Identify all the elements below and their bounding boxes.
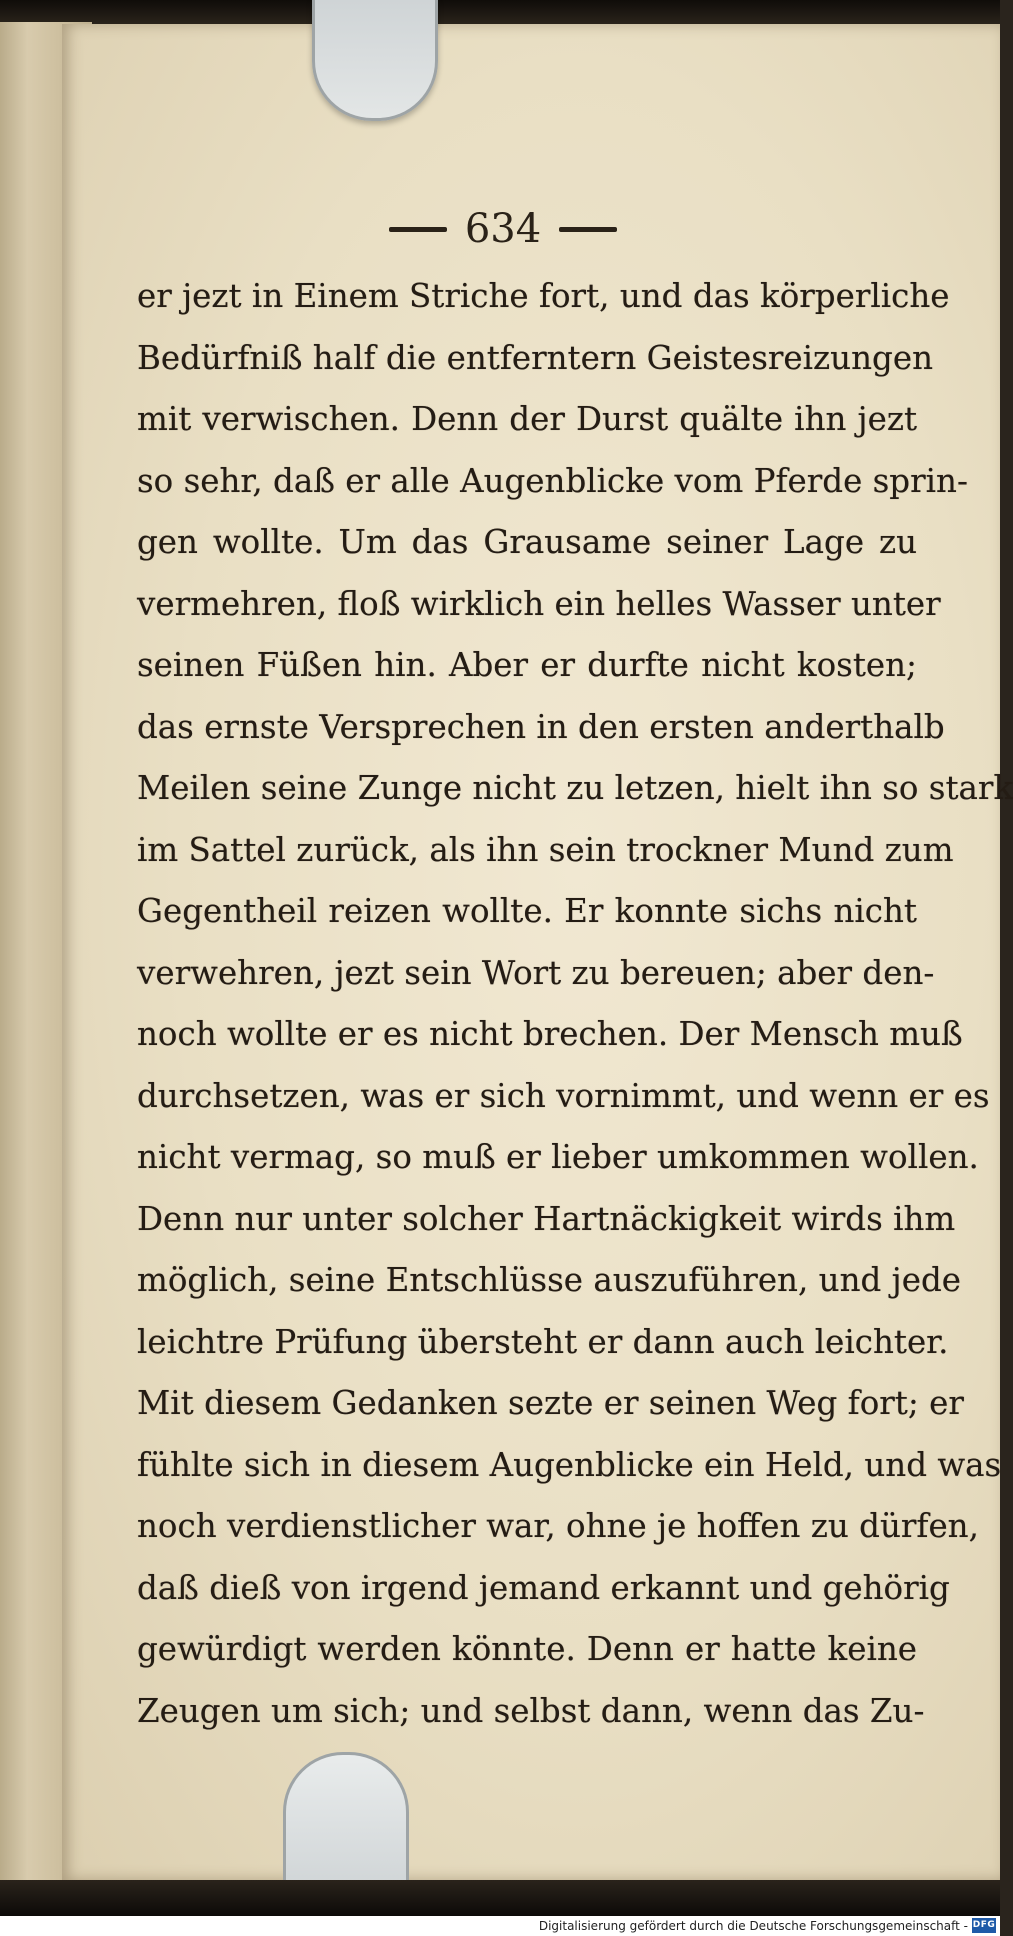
dfg-logo: DFG	[972, 1918, 996, 1933]
text-line: das ernste Versprechen in den ersten anderthalb	[137, 707, 945, 746]
book-top-edge	[0, 0, 1000, 26]
text-line: im Sattel zurück, als ihn sein trockner Mund zum	[137, 830, 954, 869]
text-line: noch verdienstlicher war, ohne je hoffen zu dürfen,	[137, 1507, 979, 1545]
page-number	[388, 204, 618, 254]
text-line: verwehren, jezt sein Wort zu bereuen; aber den-	[137, 953, 935, 992]
text-line: so sehr, daß er alle Augenblicke vom Pferde sprin-	[137, 461, 968, 500]
text-line: Bedürfniß half die entferntern Geistesreizungen	[137, 338, 934, 377]
text-line: daß dieß von irgend jemand erkannt und gehörig	[137, 1568, 950, 1607]
text-line: durchsetzen, was er sich vornimmt, und wenn er es	[137, 1076, 990, 1115]
text-line: gen wollte. Um das Grausame seiner Lage zu	[137, 523, 917, 561]
book-bottom-edge	[0, 1880, 1000, 1916]
left-dash	[389, 227, 447, 232]
text-line: möglich, seine Entschlüsse auszuführen, und jede	[137, 1261, 961, 1299]
text-line: Meilen seine Zunge nicht zu letzen, hielt ihn so stark	[137, 769, 1013, 807]
body-text	[137, 266, 1013, 1742]
text-line: gewürdigt werden könnte. Denn er hatte keine	[137, 1630, 917, 1668]
right-dash	[559, 227, 617, 232]
text-line: Denn nur unter solcher Hartnäckigkeit wirds ihm	[137, 1199, 956, 1238]
text-line: Mit diesem Gedanken sezte er seinen Weg fort; er	[137, 1384, 964, 1422]
text-line: fühlte sich in diesem Augenblicke ein Held, und was	[137, 1445, 1002, 1484]
bottom-clip	[283, 1752, 409, 1895]
top-clip	[312, 0, 438, 121]
text-line: seinen Füßen hin. Aber er durfte nicht kosten;	[137, 646, 917, 684]
text-line: nicht vermag, so muß er lieber umkommen wollen.	[137, 1138, 979, 1176]
text-line: er jezt in Einem Striche fort, und das körperliche	[137, 277, 950, 315]
text-line: mit verwischen. Denn der Durst quälte ihn jezt	[137, 400, 917, 438]
footer-credit: Digitalisierung gefördert durch die Deutsche Forschungsgemeinschaft -	[538, 1919, 968, 1933]
page-number-text: 634	[464, 206, 542, 252]
text-line: noch wollte er es nicht brechen. Der Mensch muß	[137, 1015, 963, 1053]
text-line: vermehren, floß wirklich ein helles Wasser unter	[137, 584, 941, 623]
text-line: Zeugen um sich; und selbst dann, wenn das Zu-	[137, 1691, 925, 1730]
text-line: leichtre Prüfung übersteht er dann auch leichter.	[137, 1322, 949, 1361]
text-line: Gegentheil reizen wollte. Er konnte sichs nicht	[137, 892, 917, 930]
